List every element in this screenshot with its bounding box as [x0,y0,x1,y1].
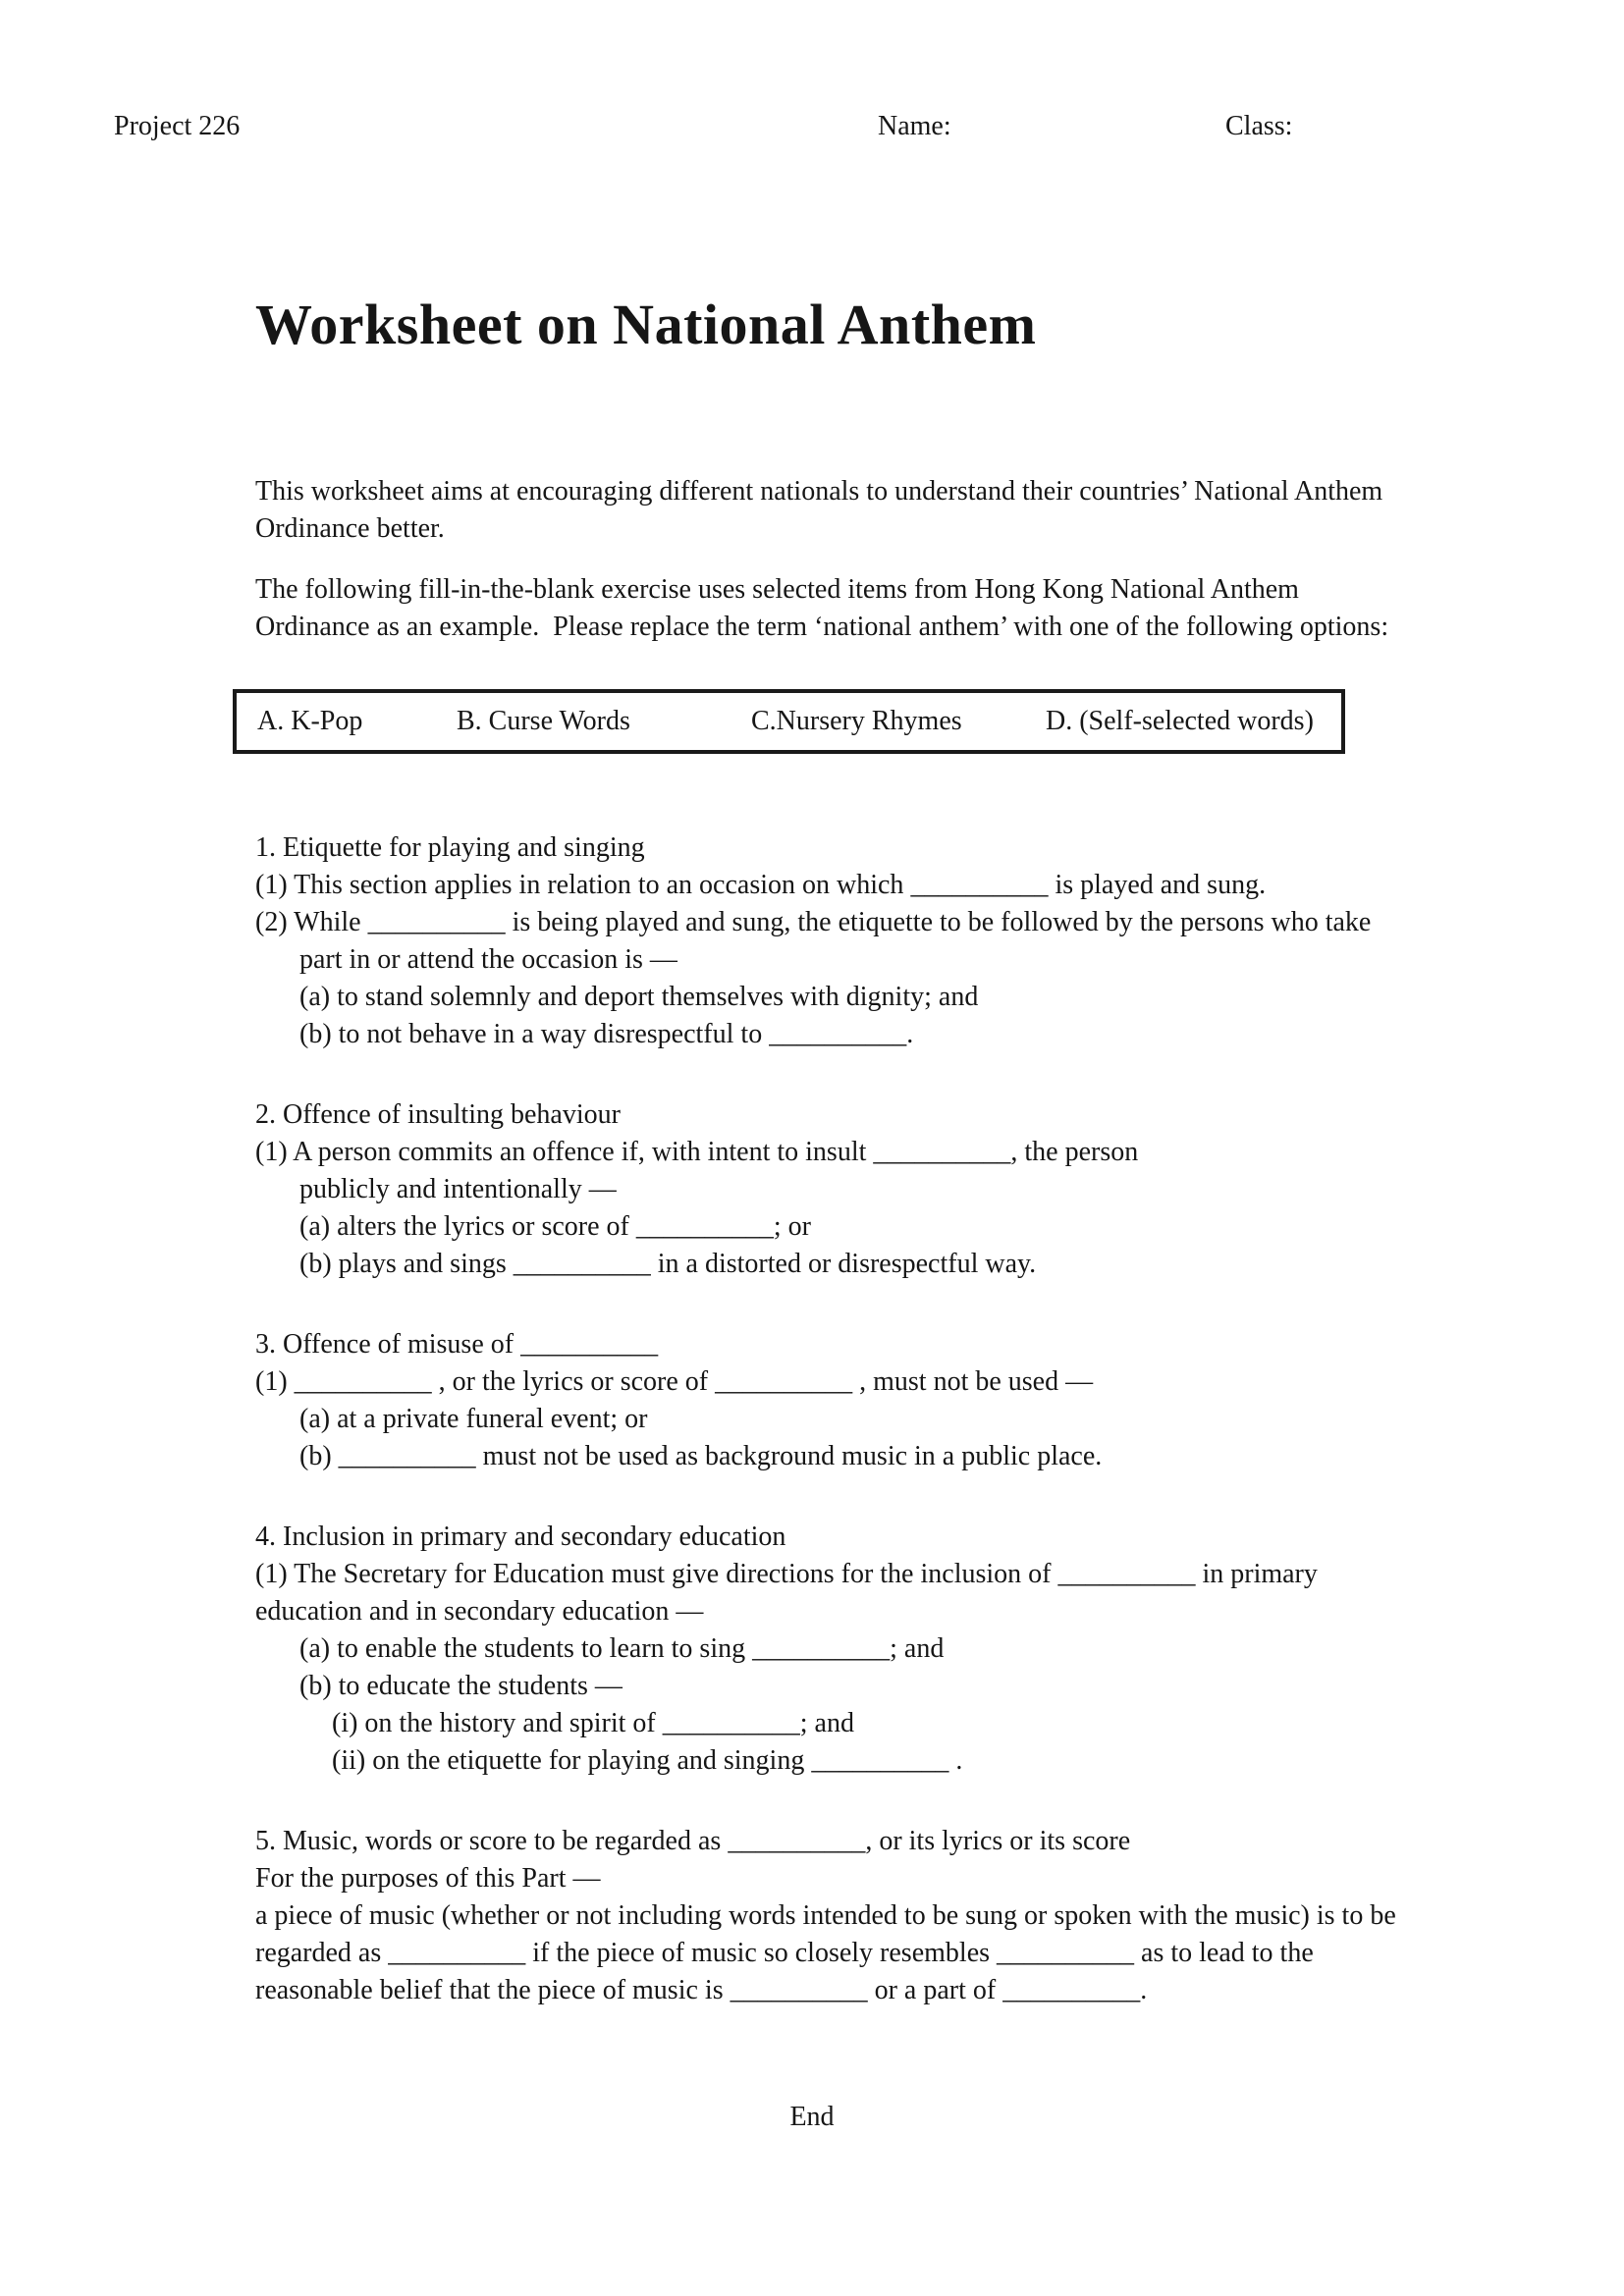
fill-in-blank: __________ [728,1826,866,1856]
document-line: 2. Offence of insulting behaviour [255,1099,621,1130]
document-line: 3. Offence of misuse of __________ [255,1329,659,1360]
fill-in-blank: __________ [730,1975,868,2005]
document-line: a piece of music (whether or not including words intended to be sung or spoken with the music) is to be [255,1900,1396,1931]
worksheet-sections [255,829,1414,2009]
worksheet-section [255,1519,1414,1780]
document-line: Ordinance as an example. Please replace the term ‘national anthem’ with one of the following options: [255,612,1389,642]
option-item: D. (Self-selected words) [1046,706,1314,736]
fill-in-blank: __________ [910,870,1049,900]
document-line: (a) to enable the students to learn to sing __________; and [299,1633,945,1664]
fill-in-blank: __________ [769,1019,907,1049]
document-line: (i) on the history and spirit of __________; and [332,1708,854,1738]
intro-paragraphs [255,473,1414,646]
end-label: End [789,2102,835,2132]
fill-in-blank: __________ [1002,1975,1141,2005]
fill-in-blank: __________ [294,1366,432,1397]
document-line: (b) to educate the students — [299,1671,623,1701]
document-line: 4. Inclusion in primary and secondary education [255,1522,786,1552]
document-line: (1) A person commits an offence if, with intent to insult __________, the person [255,1137,1139,1167]
fill-in-blank: __________ [513,1249,651,1279]
document-line: (b) plays and sings __________ in a distorted or disrespectful way. [299,1249,1037,1279]
fill-in-blank: __________ [752,1633,891,1664]
document-line: (ii) on the etiquette for playing and singing __________ . [332,1745,963,1776]
option-item: C.Nursery Rhymes [751,706,962,736]
option-item: A. K-Pop [257,706,363,736]
document-line: (a) at a private funeral event; or [299,1404,648,1434]
fill-in-blank: __________ [715,1366,853,1397]
fill-in-blank: __________ [367,907,506,937]
document-line: part in or attend the occasion is — [299,944,677,975]
fill-in-blank: __________ [1057,1559,1196,1589]
document-line: 5. Music, words or score to be regarded as __________, or its lyrics or its score [255,1826,1131,1856]
document-title: Worksheet on National Anthem [255,293,1037,356]
options-box [233,689,1345,754]
fill-in-blank: __________ [338,1441,476,1471]
fill-in-blank: __________ [520,1329,659,1360]
document-line: publicly and intentionally — [299,1174,617,1204]
fill-in-blank: __________ [662,1708,800,1738]
fill-in-blank: __________ [811,1745,949,1776]
fill-in-blank: __________ [388,1938,526,1968]
document-line: regarded as __________ if the piece of music so closely resembles __________ as to lead to the [255,1938,1314,1968]
document-line: (a) to stand solemnly and deport themselves with dignity; and [299,982,979,1012]
header-project-label: Project 226 [114,111,241,141]
document-line: reasonable belief that the piece of music is __________ or a part of __________. [255,1975,1148,2005]
worksheet-section [255,829,1414,1053]
document-line: (1) __________ , or the lyrics or score of __________ , must not be used — [255,1366,1094,1397]
worksheet-section [255,1823,1414,2009]
document-line: The following fill-in-the-blank exercise uses selected items from Hong Kong National Anthem [255,574,1299,605]
document-line: 1. Etiquette for playing and singing [255,832,645,863]
document-body [255,294,1414,2009]
document-line: education and in secondary education — [255,1596,704,1627]
intro-paragraph [255,571,1414,646]
fill-in-blank: __________ [873,1137,1011,1167]
document-line: (2) While __________ is being played and sung, the etiquette to be followed by the persons who take [255,907,1372,937]
document-line: (b) __________ must not be used as background music in a public place. [299,1441,1103,1471]
header-name-label: Name: [878,111,951,141]
document-line: (a) alters the lyrics or score of __________; or [299,1211,811,1242]
fill-in-blank: __________ [997,1938,1135,1968]
worksheet-section [255,1326,1414,1475]
document-line: Ordinance better. [255,513,445,544]
fill-in-blank: __________ [635,1211,774,1242]
header-class-label: Class: [1225,111,1293,141]
intro-paragraph [255,473,1414,548]
document-line: For the purposes of this Part — [255,1863,601,1894]
document-line: (b) to not behave in a way disrespectful to __________. [299,1019,914,1049]
document-line: (1) The Secretary for Education must give directions for the inclusion of __________ in primary [255,1559,1318,1589]
option-item: B. Curse Words [457,706,630,736]
document-line: This worksheet aims at encouraging different nationals to understand their countries’ National Anthem [255,476,1383,507]
document-line: (1) This section applies in relation to an occasion on which __________ is played and sung. [255,870,1267,900]
worksheet-section [255,1096,1414,1283]
